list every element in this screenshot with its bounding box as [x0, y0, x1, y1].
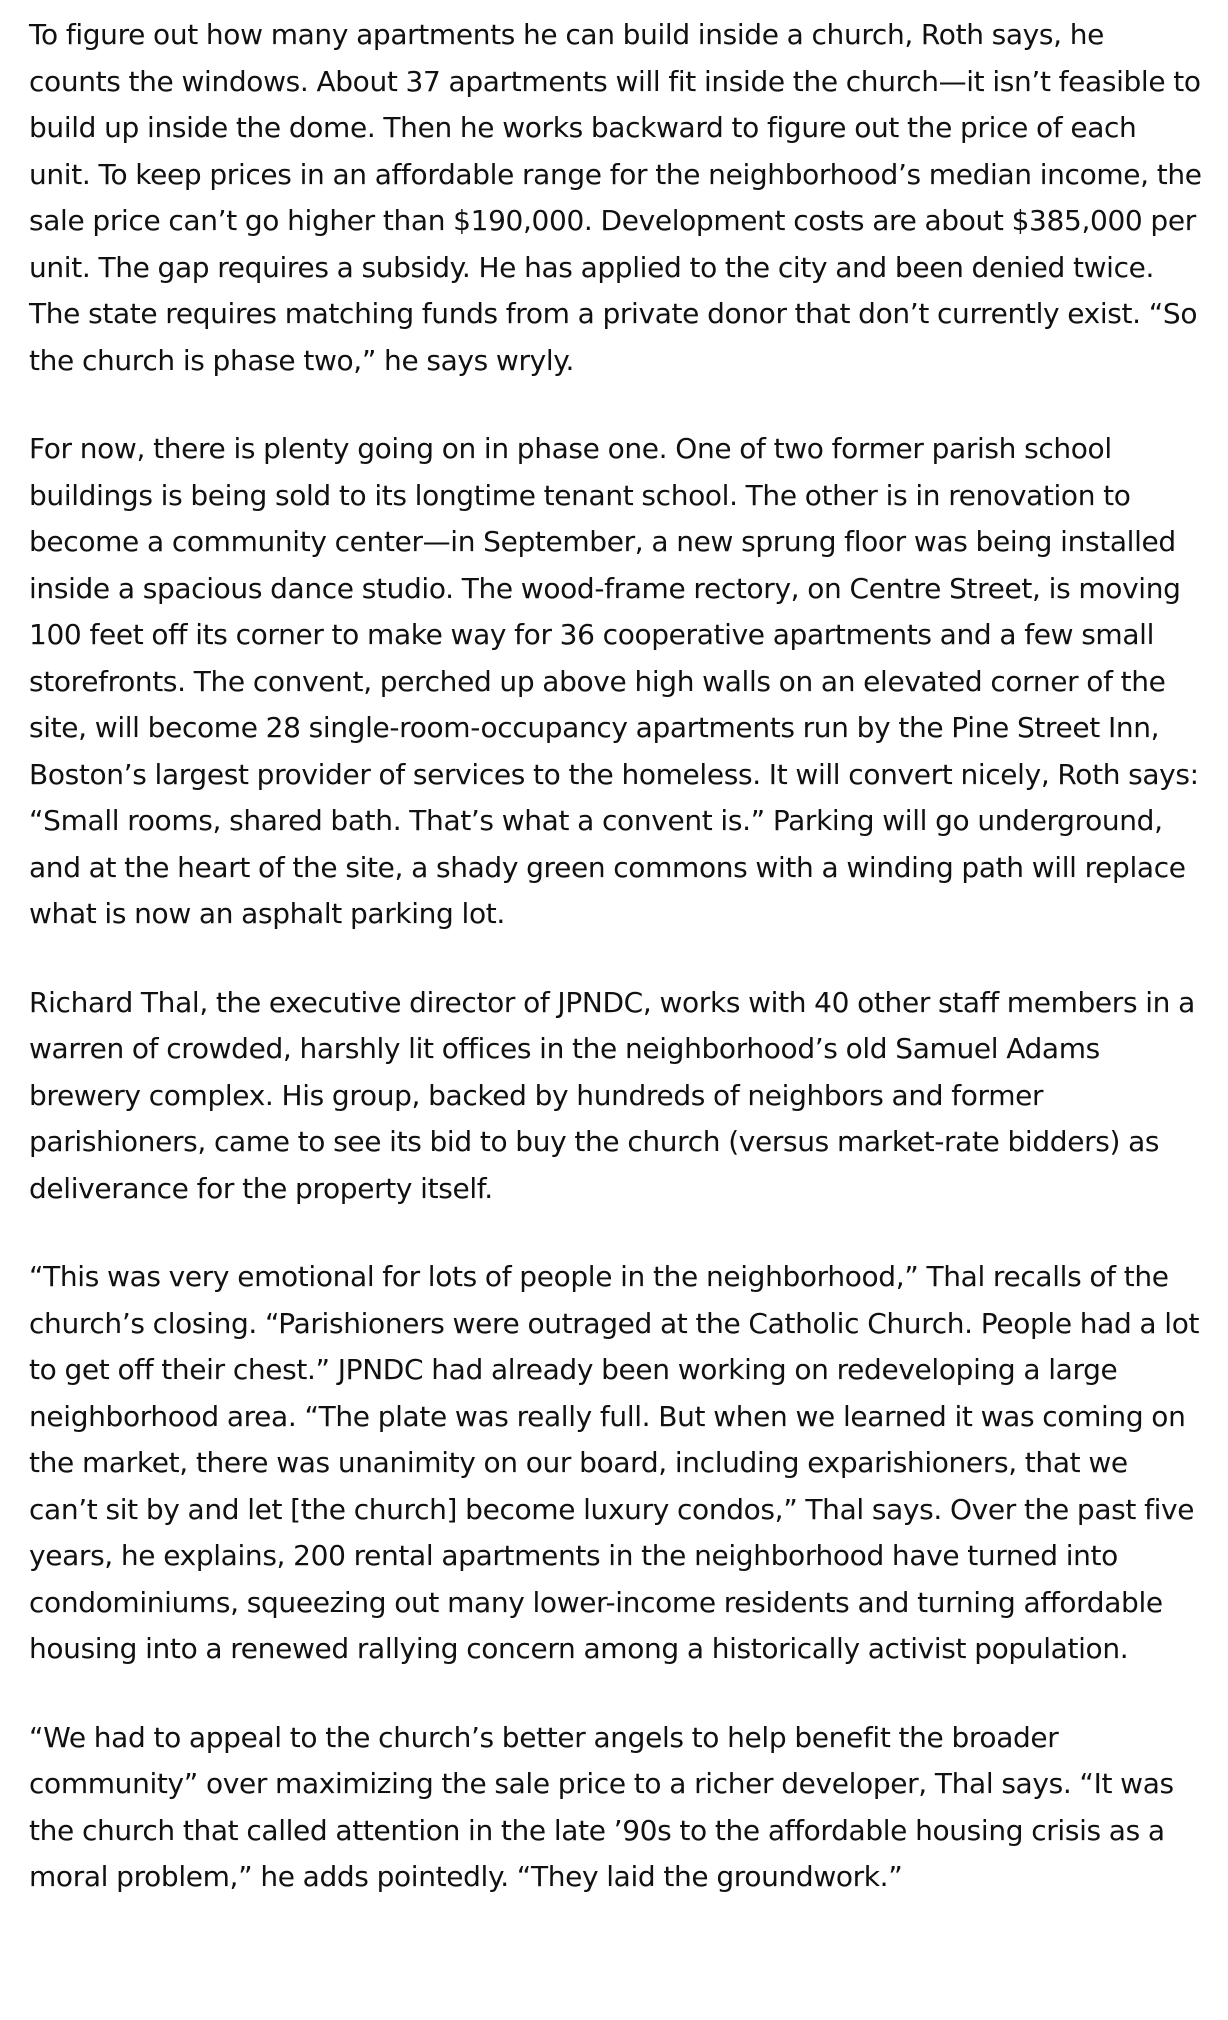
paragraph-phase-one: For now, there is plenty going on in phase one. One of two former parish school buildings is being sold to its longtime tenant school. The other is in renovation to become a community center—in September, a new sprung floor was being installed inside a spacious dance studio. The wood-frame rectory, on Centre Street, is moving 100 feet off its corner to make way for 36 cooperative apartments and a few small storefronts. The convent, perched up above high walls on an elevated corner of the site, will become 28 single-room-occupancy apartments run by the Pine Street Inn, Boston’s largest provider of services to the homeless. It will convert nicely, Roth says: “Small rooms, shared bath. That’s what a convent is.” Parking will go underground, and at the heart of the site, a shady green commons with a winding path will replace what is now an asphalt parking lot.: [29, 432, 1199, 930]
paragraph-better-angels: “We had to appeal to the church’s better angels to help benefit the broader community” over maximizing the sale price to a richer developer, Thal says. “It was the church that called attention in the late ’90s to the affordable housing crisis as a moral problem,” he adds pointedly. “They laid the groundwork.”: [29, 1720, 1174, 1893]
paragraph-emotional-closing: “This was very emotional for lots of people in the neighborhood,” Thal recalls of the church’s closing. “Parishioners were outraged at the Catholic Church. People had a lot to get off their chest.” JPNDC had already been working on redeveloping a large neighborhood area. “The plate was really full. But when we learned it was coming on the market, there was unanimity on our board, including exparishioners, that we can’t sit by and let [the church] become luxury condos,” Thal says. Over the past five years, he explains, 200 rental apartments in the neighborhood have turned into condominiums, squeezing out many lower-income residents and turning affordable housing into a renewed rallying concern among a historically activist population.: [29, 1260, 1200, 1665]
paragraph-richard-thal: Richard Thal, the executive director of JPNDC, works with 40 other staff members in a warren of crowded, harshly lit offices in the neighborhood’s old Samuel Adams brewery complex. His group, backed by hundreds of neighbors and former parishioners, came to see its bid to buy the church (versus market-rate bidders) as deliverance for the property itself.: [29, 985, 1195, 1205]
paragraph-church-windows: To figure out how many apartments he can build inside a church, Roth says, he counts the windows. About 37 apartments will fit inside the church—it isn’t feasible to build up inside the dome. Then he works backward to figure out the price of each unit. To keep prices in an affordable range for the neighborhood’s median income, the sale price can’t go higher than $190,000. Development costs are about $385,000 per unit. The gap requires a subsidy. He has applied to the city and been denied twice. The state requires matching funds from a private donor that don’t currently exist. “So the church is phase two,” he says wryly.: [29, 18, 1202, 377]
